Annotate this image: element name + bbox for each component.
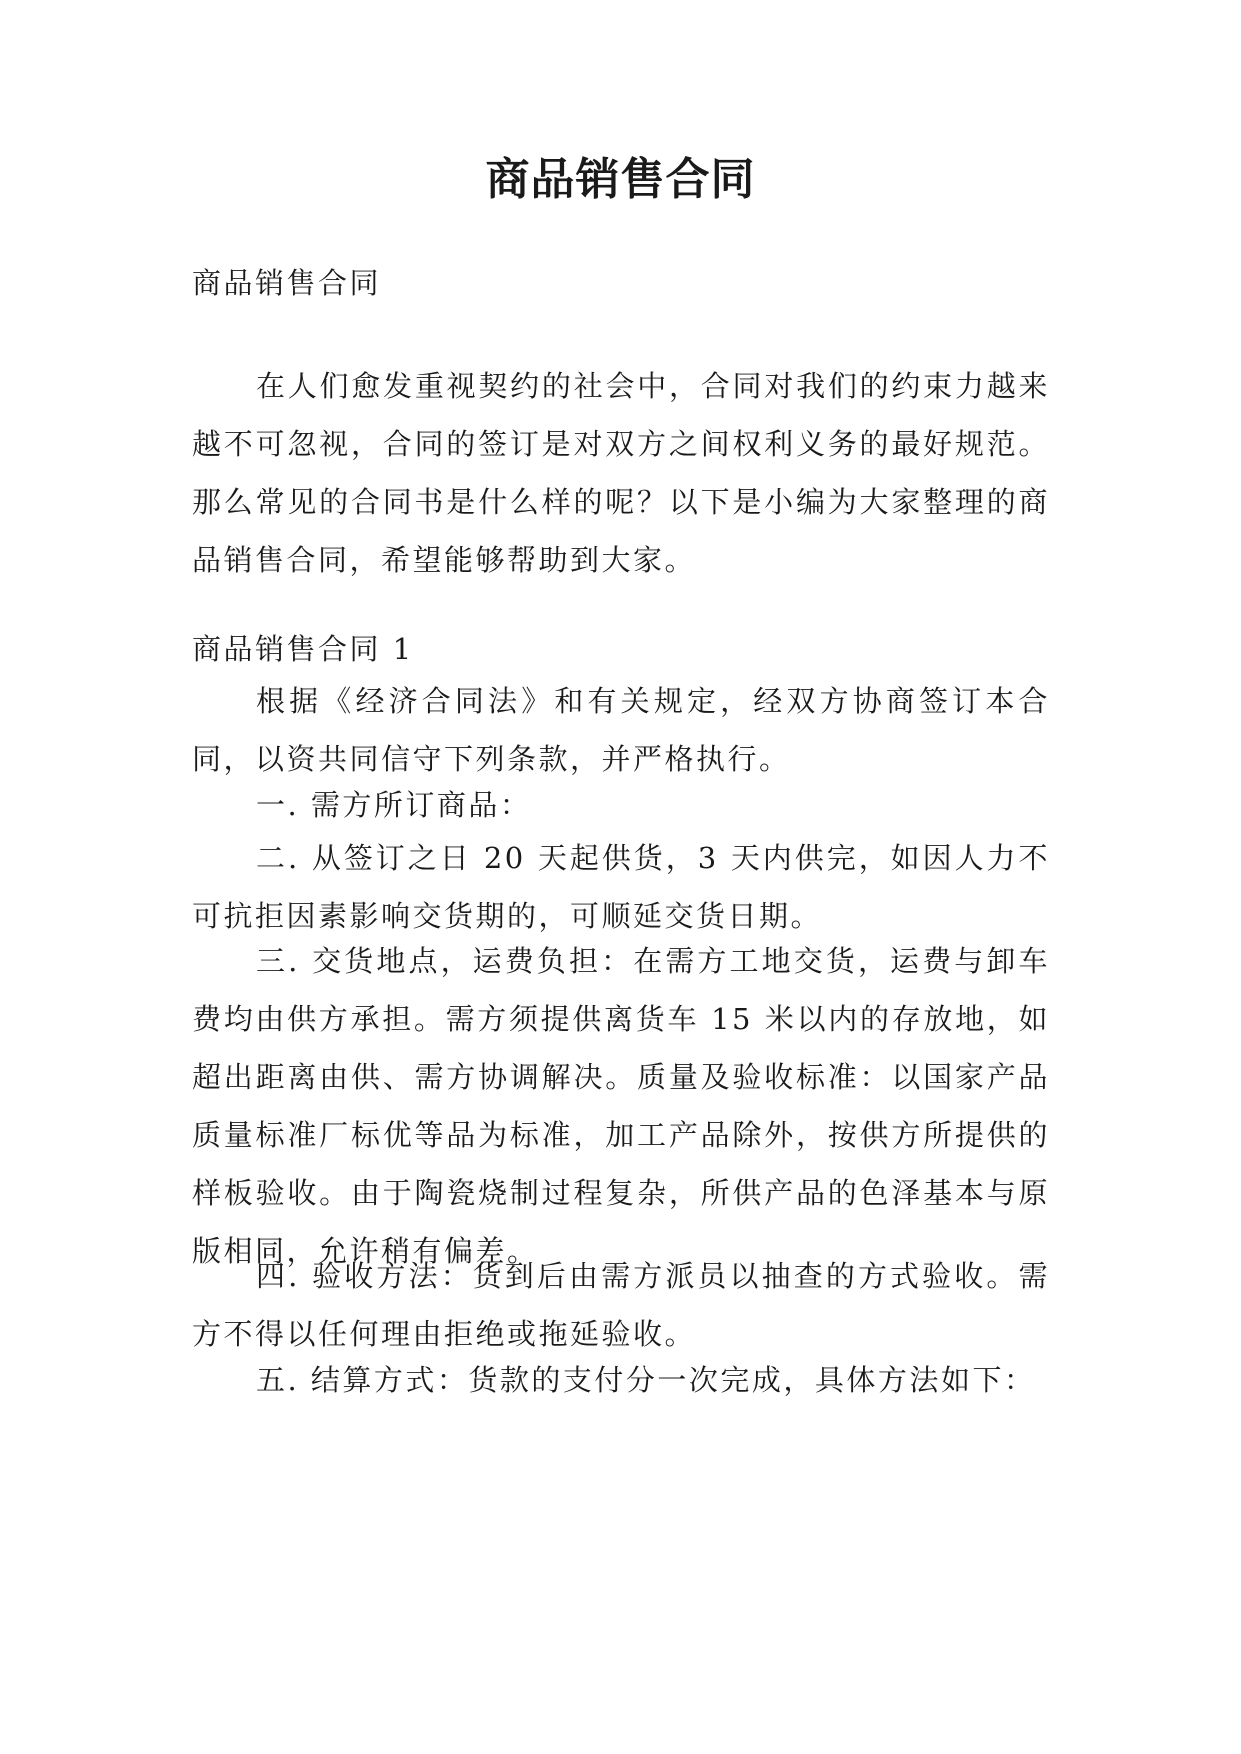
clause-3: 三. 交货地点，运费负担：在需方工地交货，运费与卸车费均由供方承担。需方须提供离货车 15 米以内的存放地，如超出距离由供、需方协调解决。质量及验收标准：以国家产品质量标准厂标优等品为标准，加工产品除外，按供方所提供的样板验收。由于陶瓷烧制过程复杂，所供产品的色泽基本与原版相同，允许稍有偏差。 bbox=[192, 944, 1050, 1268]
paragraph-preamble: 根据《经济合同法》和有关规定，经双方协商签订本合同，以资共同信守下列条款，并严格执行。 bbox=[192, 684, 1050, 776]
clause-5: 五. 结算方式：货款的支付分一次完成，具体方法如下： bbox=[256, 1363, 1036, 1397]
intro-paragraph: 在人们愈发重视契约的社会中，合同对我们的约束力越来越不可忽视，合同的签订是对双方之间权利义务的最好规范。那么常见的合同书是什么样的呢？以下是小编为大家整理的商品销售合同，希望能够帮助到大家。 bbox=[192, 369, 1050, 577]
clause-2: 二. 从签订之日 20 天起供货，3 天内供完，如因人力不可抗拒因素影响交货期的，可顺延交货日期。 bbox=[192, 841, 1050, 933]
clause-4: 四. 验收方法：货到后由需方派员以抽查的方式验收。需方不得以任何理由拒绝或拖延验收。 bbox=[192, 1259, 1050, 1351]
document-subtitle: 商品销售合同 bbox=[192, 266, 382, 300]
document-title: 商品销售合同 bbox=[485, 154, 756, 205]
clause-1: 一. 需方所订商品： bbox=[256, 788, 532, 822]
section-title: 商品销售合同 1 bbox=[192, 632, 414, 666]
